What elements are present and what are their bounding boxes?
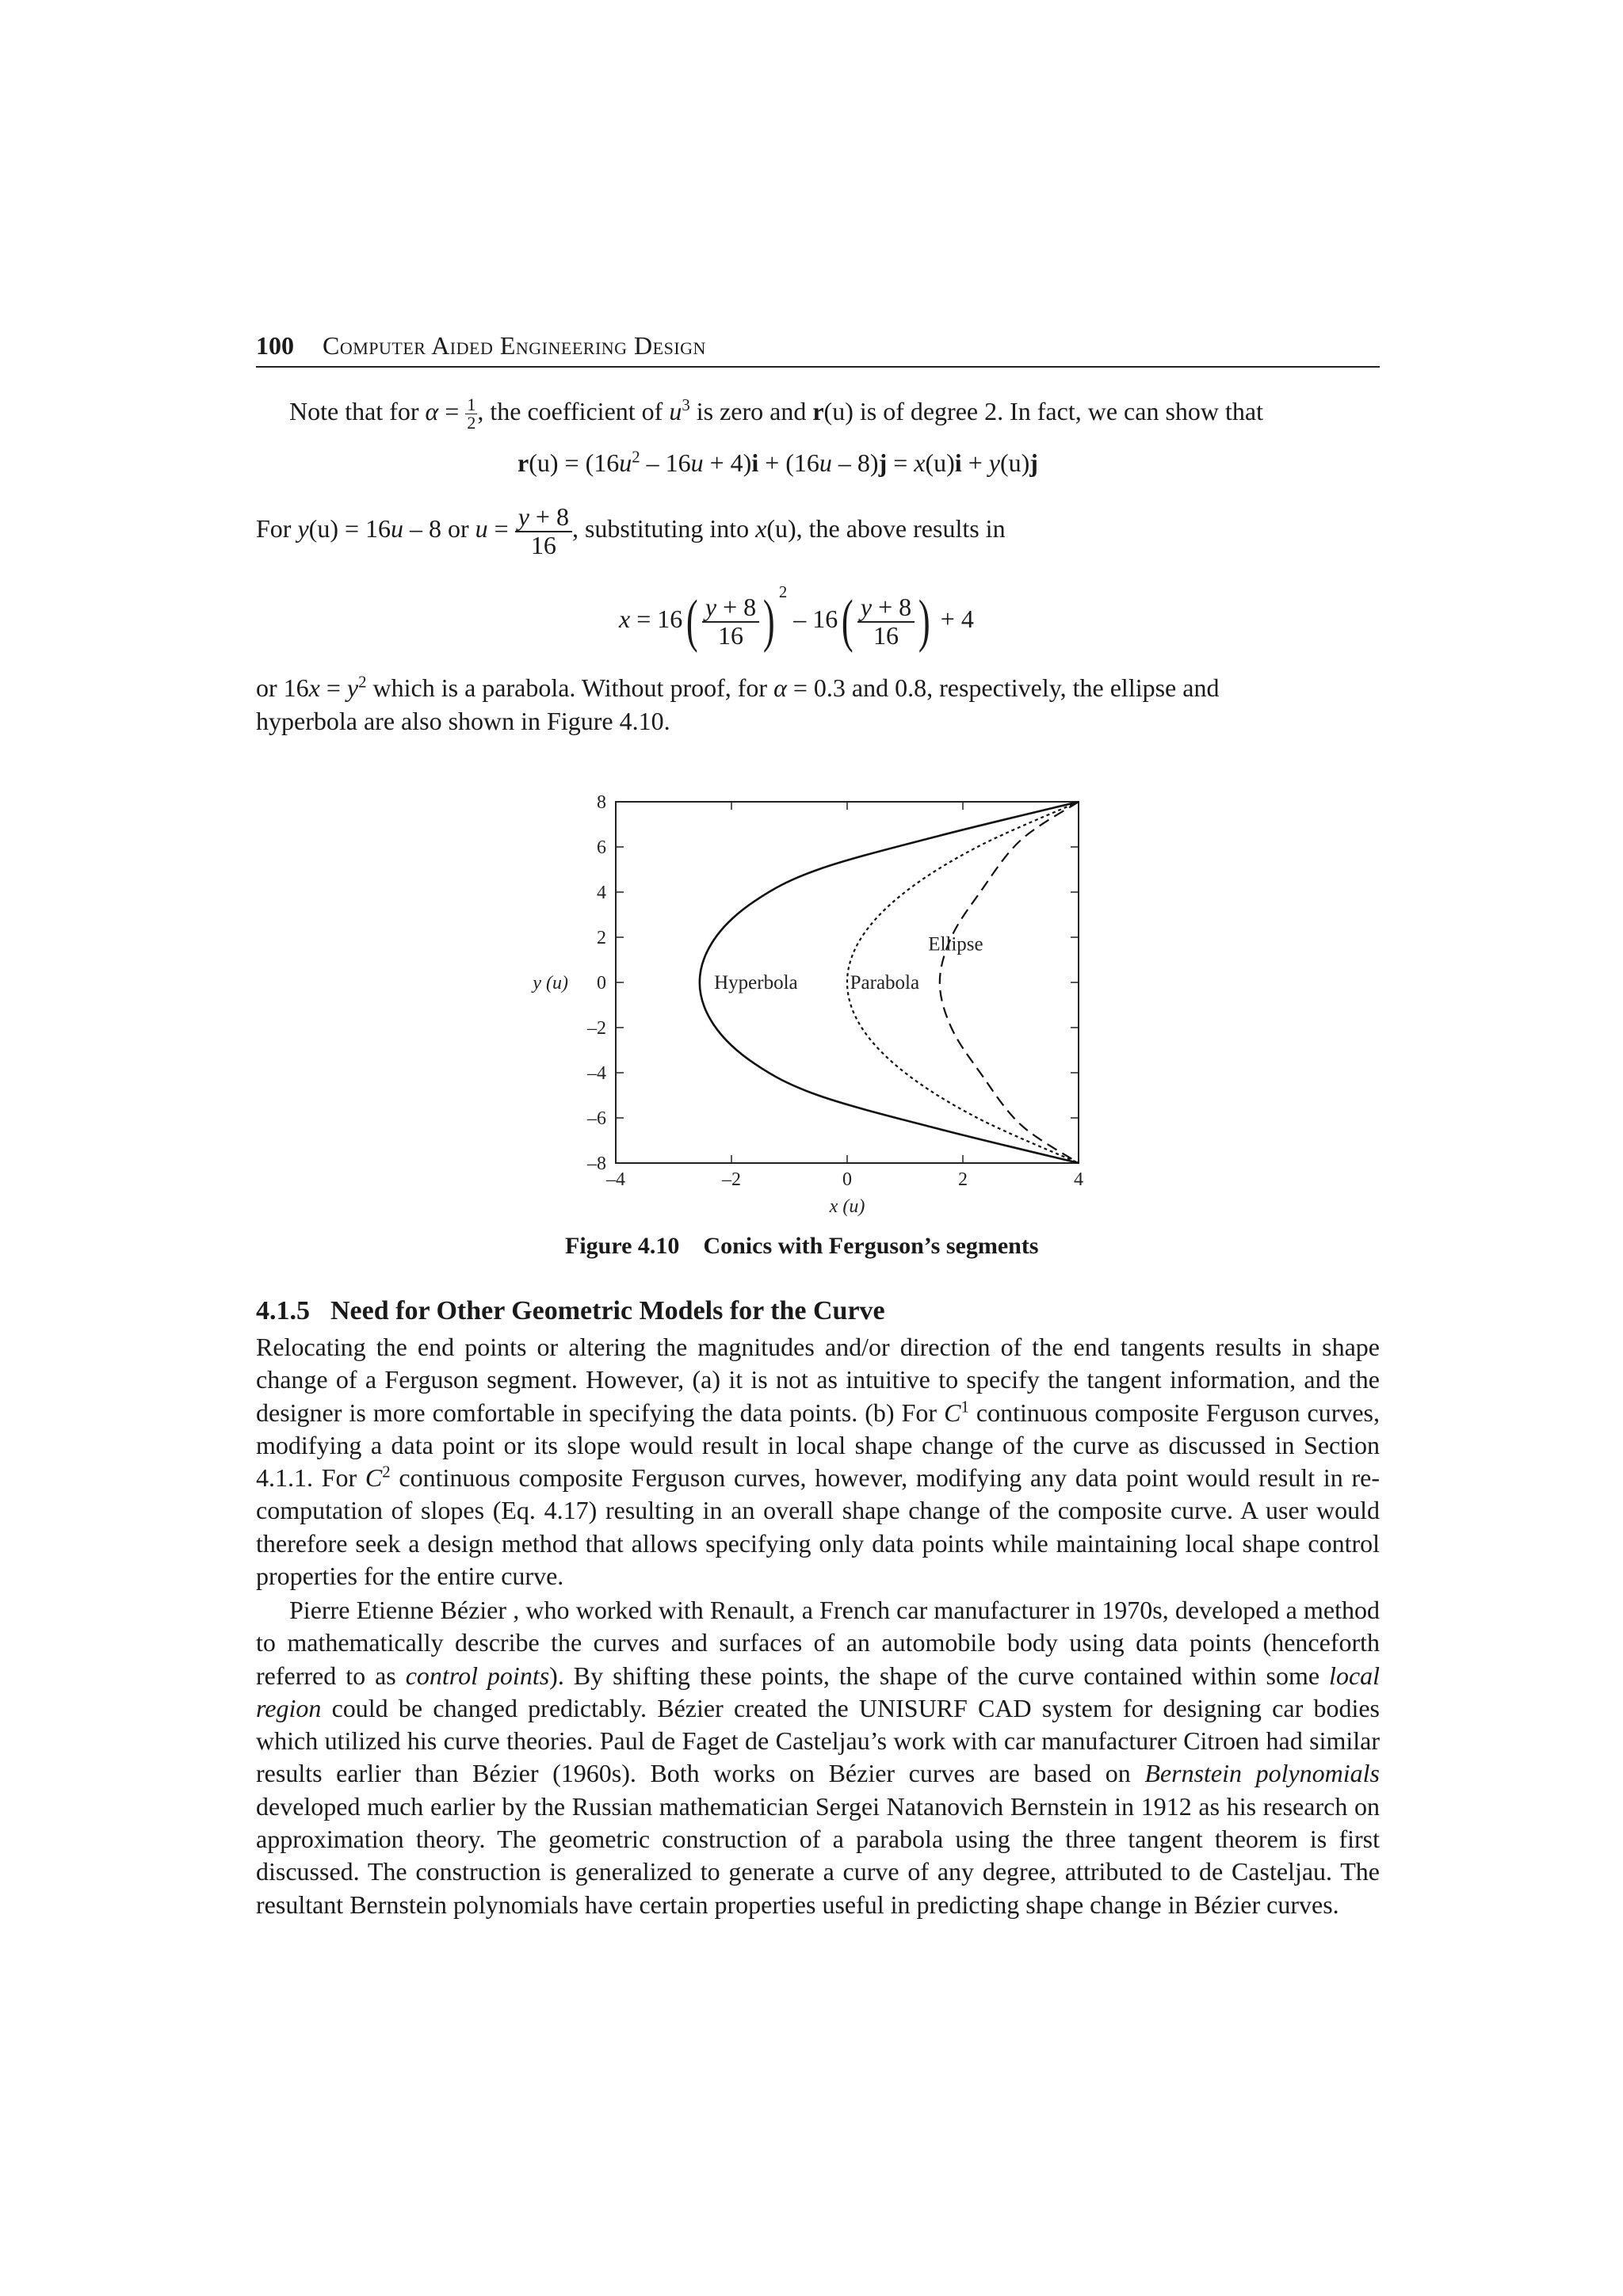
y-tick-label: –2	[587, 1018, 606, 1039]
label-hyperbola: Hyperbola	[714, 972, 798, 994]
label-ellipse: Ellipse	[928, 933, 983, 955]
y-tick-label: 2	[597, 928, 606, 948]
y-tick-label: –8	[587, 1154, 606, 1174]
x-tick-label: 4	[1074, 1169, 1083, 1190]
figure-caption: Figure 4.10 Conics with Ferguson’s segments	[565, 1233, 1039, 1259]
y-tick-label: –4	[587, 1063, 606, 1084]
section-heading: 4.1.5 Need for Other Geometric Models for the Curve	[256, 1296, 885, 1325]
substitution-line: For y(u) = 16u – 8 or u = $\frac{y + 8}{16}$ , substituting into x(u), the above results in	[256, 502, 1006, 559]
book-title: Computer Aided Engineering Design	[323, 331, 706, 360]
parabola-statement-line-2: hyperbola are also shown in Figure 4.10.	[256, 707, 670, 735]
intro-line: Note that for α = $\frac{1}{2}$ , the coefficient of $u^3$ is zero and r(u) is of degree 2. In fact, we can show that	[289, 395, 1263, 433]
y-tick-label: 6	[597, 837, 606, 858]
equation-r-of-u: $r(u) = (16u^2 - 16u + 4)i + (16u - 8)j = x(u)i + y(u)j$	[517, 448, 1038, 477]
parabola-statement-line-1: or $16x = y^2$ which is a parabola. Without proof, for α = 0.3 and 0.8, respectively, the ellipse and	[256, 673, 1220, 702]
x-tick-label: –4	[606, 1169, 625, 1190]
fraction-y8-16: $\frac{y + 8}{16}$	[515, 504, 572, 559]
y-tick-label: 8	[597, 792, 606, 813]
equation-x-parabola: x = 16( $\frac{y + 8}{16}$ ) $^2$ – 16( $\frac{y + 8}{16}$ ) + 4	[619, 583, 974, 654]
y-axis-label: y (u)	[533, 973, 568, 994]
x-axis-label: x (u)	[829, 1196, 865, 1217]
y-tick-label: 4	[597, 883, 606, 903]
y-tick-label: 0	[597, 973, 606, 994]
running-header	[256, 331, 1380, 368]
label-parabola: Parabola	[850, 972, 920, 994]
half-fraction: $\frac{1}{2}$	[467, 395, 476, 433]
y-tick-label: –6	[587, 1108, 606, 1129]
x-tick-label: 2	[958, 1169, 968, 1190]
x-tick-label: 0	[842, 1169, 852, 1190]
paragraph-2: Pierre Etienne Bézier , who worked with Renault, a French car manufacturer in 1970s, developed a method to mathematically describe the curves and surfaces of an automobile body using data points (henceforth referred to as control points). By shifting these points, the shape of the curve contained within some local region could be changed predictably. Bézier created the UNISURF CAD system for designing car bodies which utilized his curve theories. Paul de Faget de Casteljau’s work with car manufacturer Citroen had similar results earlier than Bézier (1960s). Both works on Bézier curves are based on Bernstein polynomials developed much earlier by the Russian mathematician Sergei Natanovich Bernstein in 1912 as his research on approximation theory. The geometric construction of a parabola using the three tangent theorem is first discussed. The construction is generalized to generate a curve of any degree, attributed to de Casteljau. The resultant Bernstein polynomials have certain properties useful in predicting shape change in Bézier curves.	[256, 1596, 1381, 1919]
conics-chart	[515, 784, 1387, 1228]
x-tick-label: –2	[722, 1169, 741, 1190]
paragraph-1: Relocating the end points or altering the magnitudes and/or direction of the end tangents results in shape change of a Ferguson segment. However, (a) it is not as intuitive to specify the tangent information, and the designer is more comfortable in specifying the data points. (b) For $C^1$ continuous composite Ferguson curves, modifying a data point or its slope would result in local shape change of the curve as discussed in Section 4.1.1. For $C^2$ continuous composite Ferguson curves, however, modifying any data point would result in re-computation of slopes (Eq. 4.17) resulting in an overall shape change of the composite curve. A user would therefore seek a design method that allows specifying only data points while maintaining local shape control properties for the entire curve.	[256, 1333, 1381, 1591]
page-number: 100	[256, 331, 294, 360]
